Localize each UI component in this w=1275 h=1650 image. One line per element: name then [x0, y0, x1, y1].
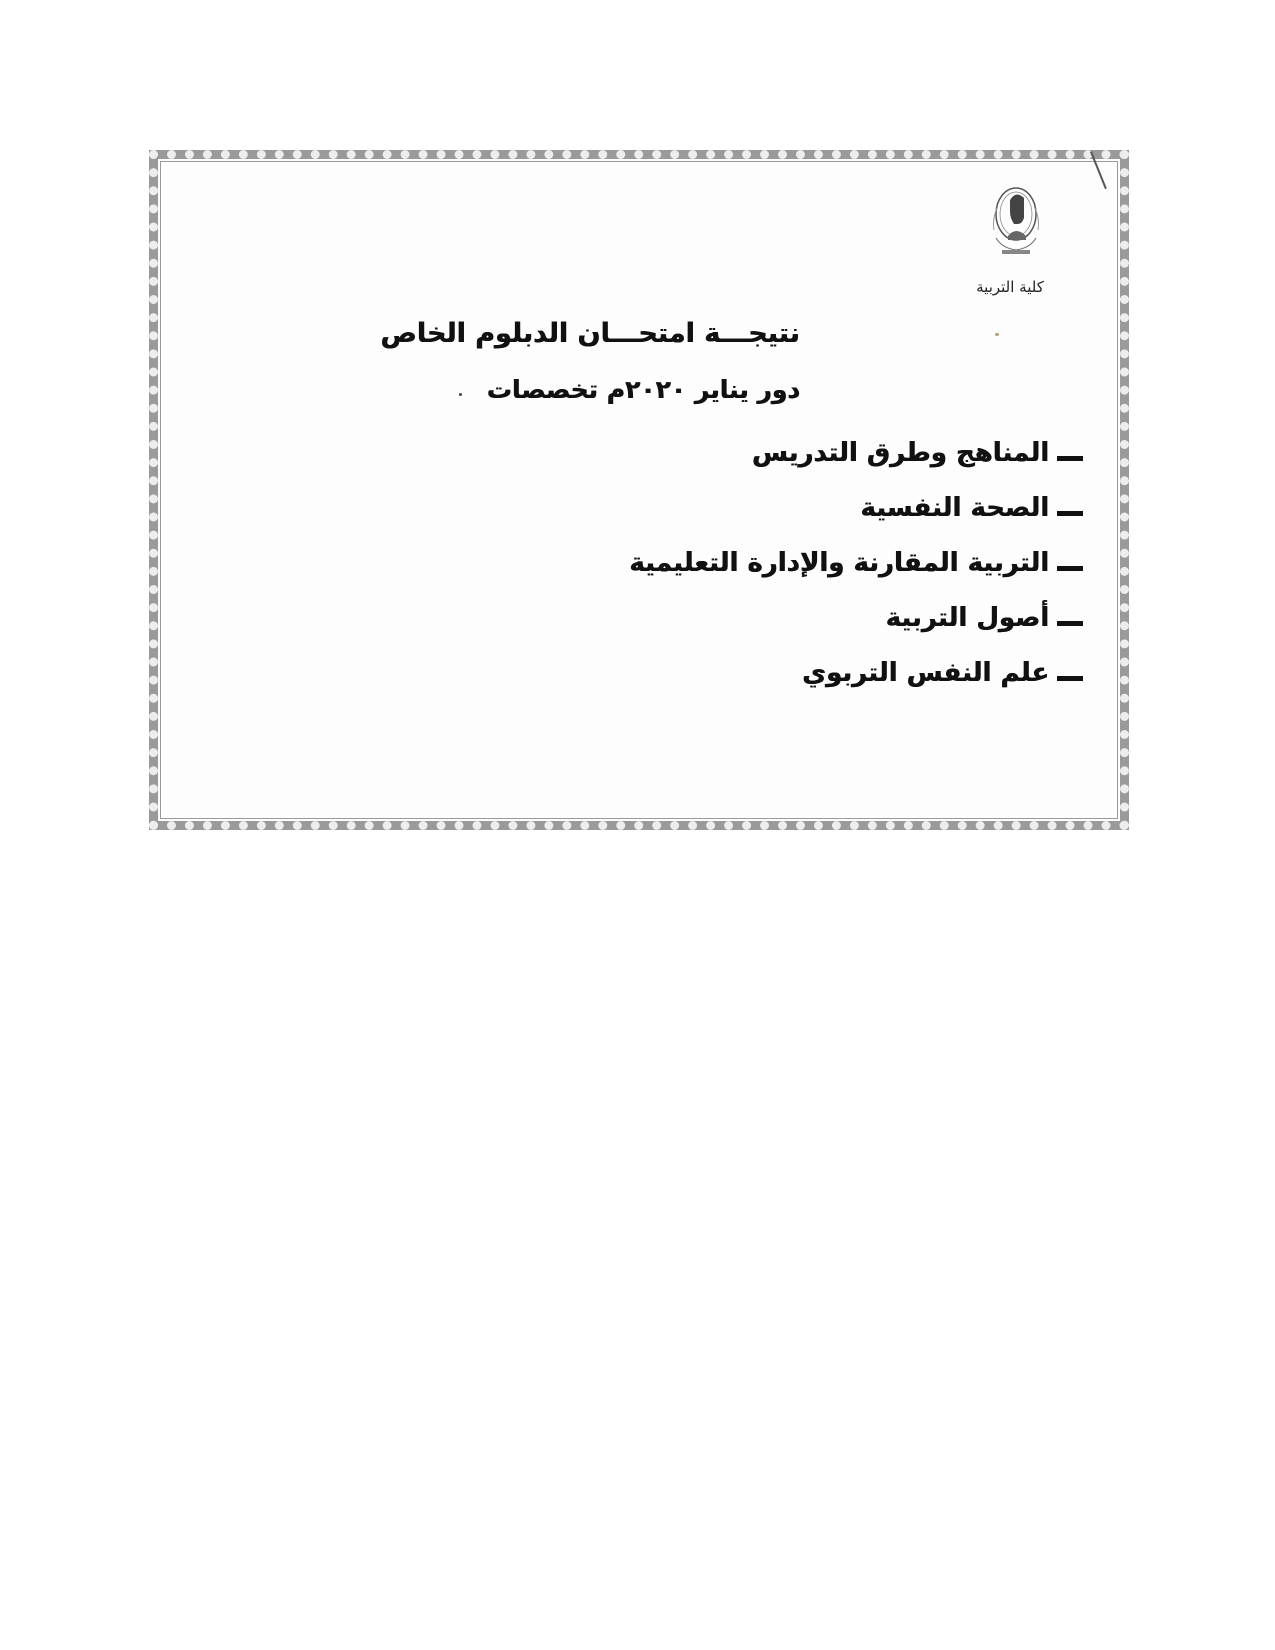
- list-item: [629, 645, 1083, 700]
- dash-bullet: [1057, 511, 1083, 516]
- dash-bullet: [1057, 621, 1083, 626]
- dash-bullet: [1057, 676, 1083, 681]
- list-item: [629, 425, 1083, 480]
- dash-bullet: [1057, 456, 1083, 461]
- page-title: نتيجـــة امتحـــان الدبلوم الخاص: [380, 318, 800, 349]
- specialty-label: علم النفس التربوي: [802, 657, 1049, 688]
- specialty-label: المناهج وطرق التدريس: [751, 437, 1049, 468]
- specialty-label: الصحة النفسية: [860, 492, 1049, 523]
- dash-bullet: [1057, 566, 1083, 571]
- list-item: [629, 590, 1083, 645]
- list-item: [629, 480, 1083, 535]
- college-logo: [988, 178, 1044, 260]
- specialty-label: أصول التربية: [885, 602, 1049, 633]
- scan-speck: [459, 393, 462, 396]
- scan-speck: [995, 333, 999, 336]
- specialties-list: [629, 425, 1083, 700]
- specialty-label: التربية المقارنة والإدارة التعليمية: [629, 547, 1049, 578]
- page-subtitle: دور يناير ٢٠٢٠م تخصصات: [486, 375, 800, 404]
- college-name: كلية التربية: [976, 278, 1044, 296]
- list-item: [629, 535, 1083, 590]
